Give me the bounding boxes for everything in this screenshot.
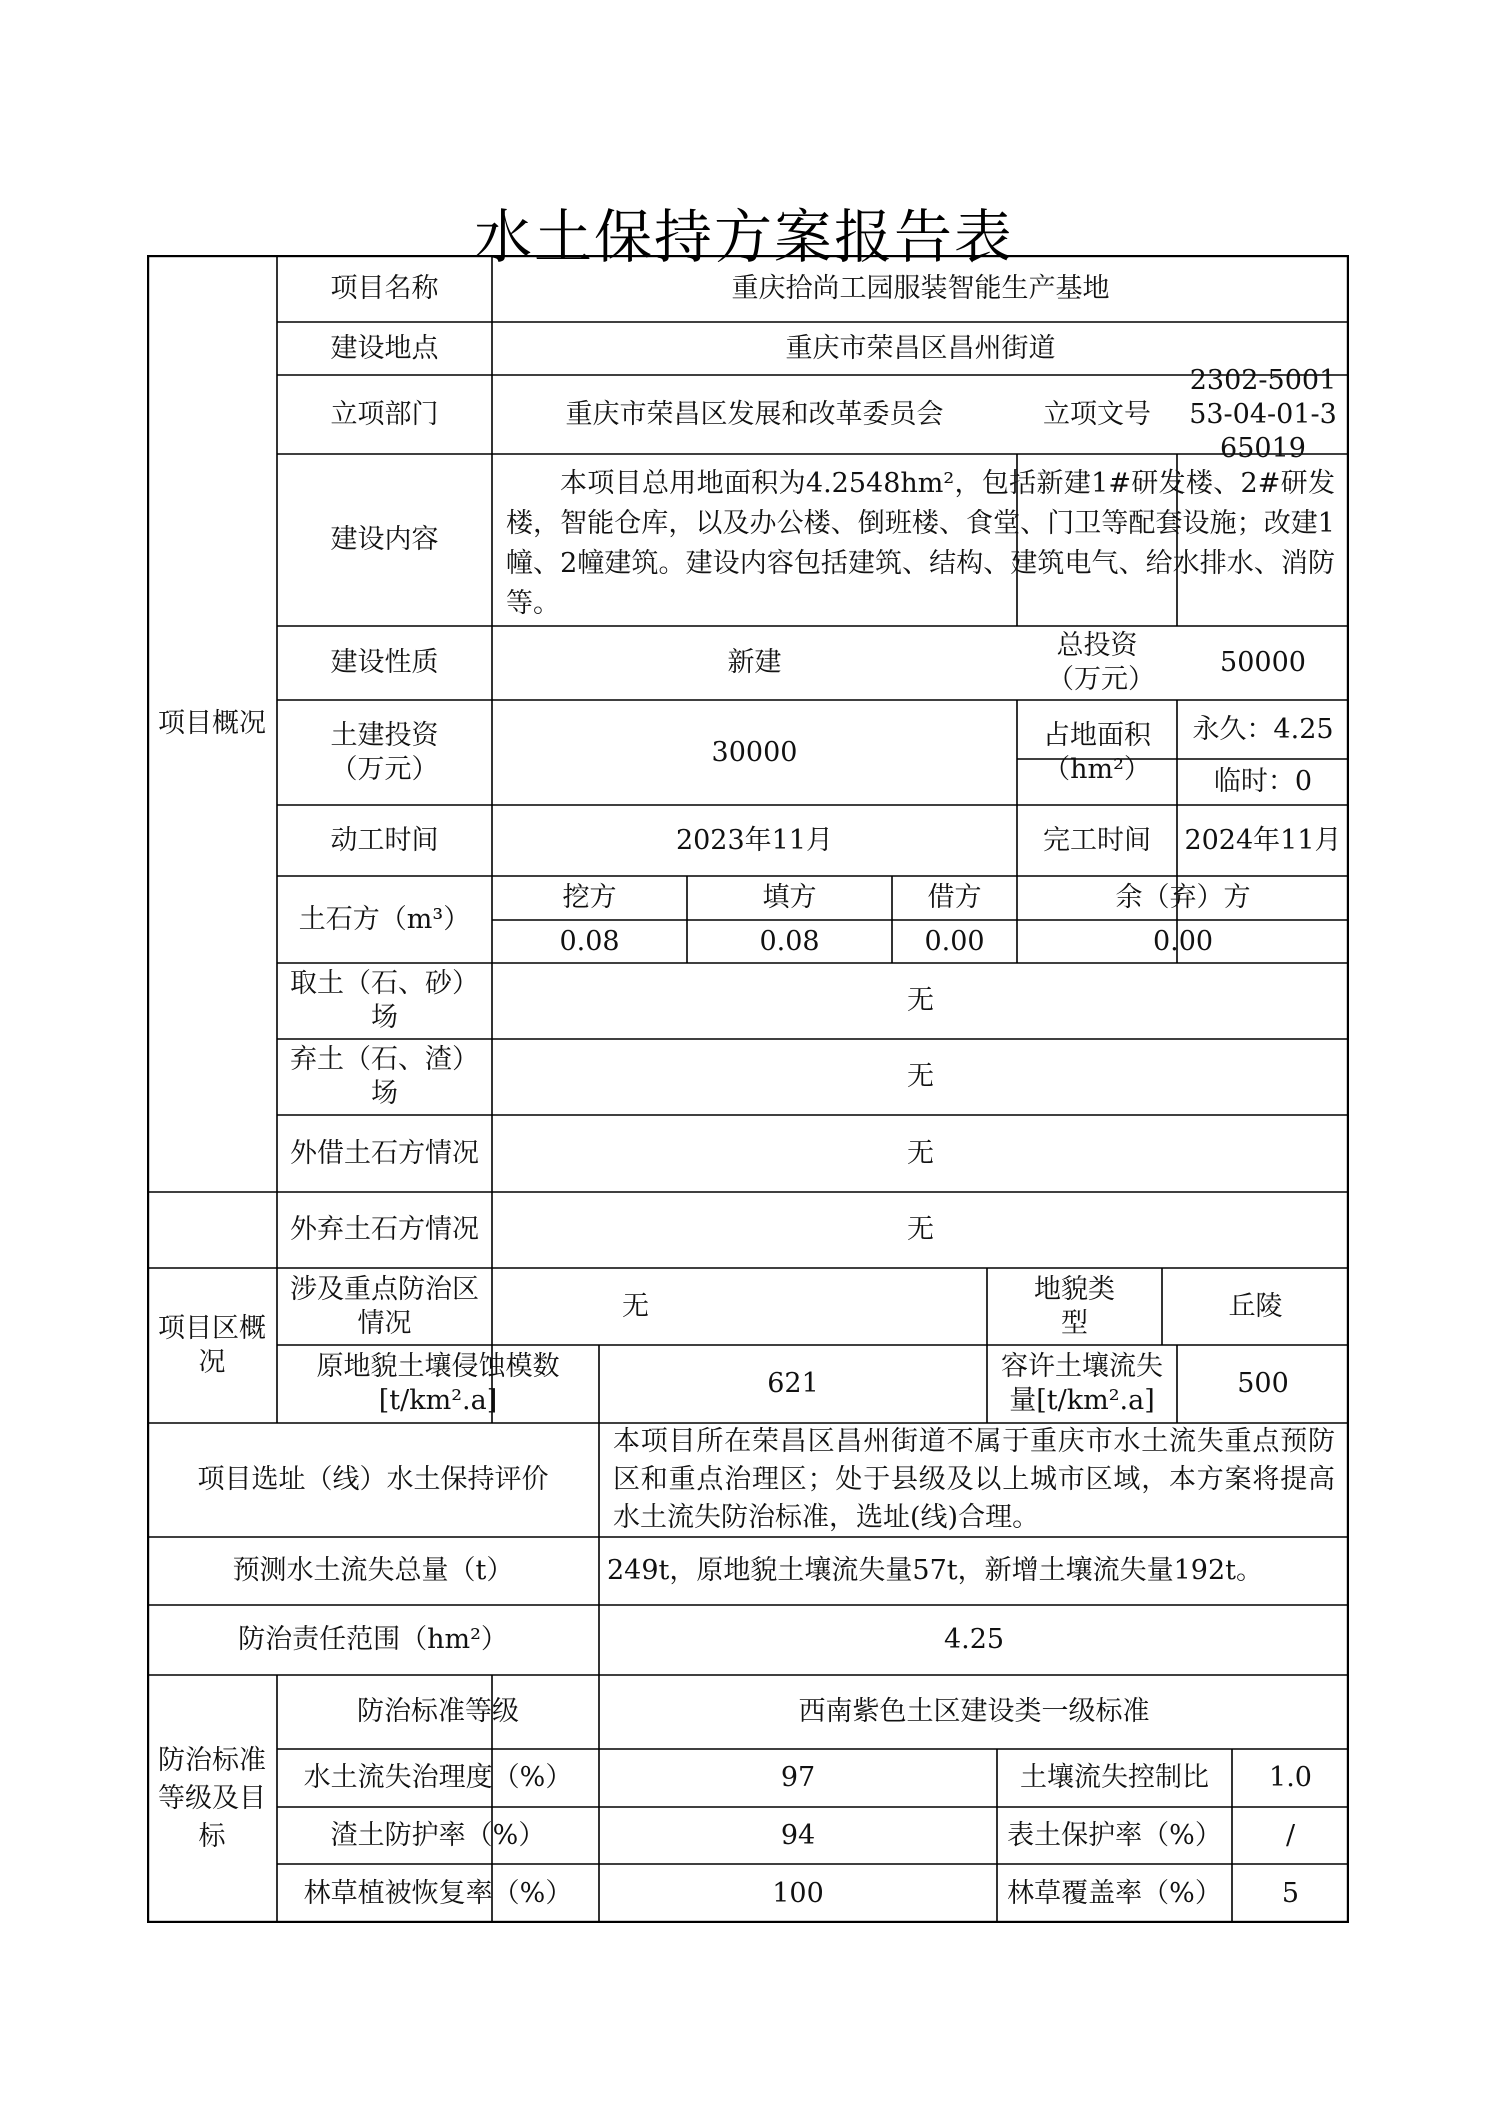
land-area-temporary: 临时：0: [1213, 766, 1313, 797]
landform-value: 丘陵: [1228, 1290, 1283, 1322]
nature-value: 新建: [727, 647, 782, 678]
external-borrow-label: 外借土石方情况: [290, 1137, 479, 1169]
earthwork-value-cut: 0.08: [559, 925, 620, 957]
target-value: 5: [1281, 1877, 1300, 1909]
approval-dept-value: 重庆市荣昌区发展和改革委员会: [565, 398, 944, 430]
total-investment-value: 50000: [1220, 647, 1306, 678]
target-value: 1.0: [1269, 1762, 1312, 1793]
earthwork-header-borrow: 借方: [927, 882, 982, 913]
key-zone-label: 涉及重点防治区情况: [290, 1273, 479, 1339]
content-label: 建设内容: [330, 524, 439, 555]
external-borrow-value: 无: [907, 1137, 934, 1169]
allowable-loss-label: 容许土壤流失量[t/km².a]: [1001, 1351, 1163, 1416]
land-area-permanent: 永久：4.25: [1192, 713, 1334, 745]
approval-no-label: 立项文号: [1043, 398, 1151, 430]
earthwork-label: 土石方（m³）: [298, 903, 471, 935]
key-zone-value: 无: [622, 1290, 649, 1322]
borrow-site-label: 取土（石、砂）场: [290, 968, 479, 1033]
target-value: 94: [780, 1819, 816, 1851]
approval-no-value: 2302-500153-04-01-365019: [1189, 364, 1337, 464]
responsibility-value: 4.25: [943, 1624, 1005, 1655]
target-value: 100: [772, 1877, 824, 1909]
spoil-site-value: 无: [907, 1061, 934, 1092]
earthwork-header-fill: 填方: [762, 882, 817, 913]
borrow-site-value: 无: [907, 985, 934, 1016]
nature-label: 建设性质: [330, 647, 439, 678]
end-time-value: 2024年11月: [1184, 824, 1342, 856]
start-time-label: 动工时间: [330, 824, 439, 856]
section-project-overview: 项目概况: [158, 707, 266, 739]
section-project-area: 项目区概况: [158, 1312, 266, 1378]
predicted-loss-value: 249t，原地貌土壤流失量57t，新增土壤流失量192t。: [607, 1555, 1263, 1586]
location-value: 重庆市荣昌区昌州街道: [785, 332, 1056, 364]
target-label: 水土流失治理度（%）: [303, 1762, 573, 1793]
target-label: 土壤流失控制比: [1020, 1762, 1209, 1793]
external-spoil-value: 无: [907, 1214, 934, 1245]
earthwork-value-surplus: 0.00: [1152, 925, 1214, 957]
land-area-label: 占地面积（hm²）: [1043, 719, 1151, 785]
external-spoil-label: 外弃土石方情况: [290, 1214, 479, 1245]
target-label: 表土保护率（%）: [1007, 1819, 1222, 1851]
allowable-loss-value: 500: [1237, 1368, 1289, 1399]
earthwork-value-borrow: 0.00: [924, 925, 985, 957]
civil-investment-value: 30000: [711, 736, 798, 768]
report-table: [147, 255, 1349, 1923]
target-value: 97: [780, 1762, 816, 1793]
earthwork-header-cut: 挖方: [562, 882, 617, 913]
landform-label: 地貌类型: [1034, 1273, 1115, 1339]
target-value: /: [1285, 1819, 1296, 1851]
site-eval-label: 项目选址（线）水土保持评价: [197, 1464, 549, 1495]
erosion-modulus-value: 621: [767, 1368, 819, 1399]
civil-investment-label: 土建投资（万元）: [330, 719, 439, 785]
earthwork-header-surplus: 余（弃）方: [1115, 882, 1251, 913]
spoil-site-label: 弃土（石、渣）场: [290, 1044, 479, 1109]
project-name-value: 重庆拾尚工园服装智能生产基地: [731, 272, 1110, 304]
grade-label: 防治标准等级: [357, 1696, 519, 1727]
project-name-label: 项目名称: [330, 272, 439, 304]
predicted-loss-label: 预测水土流失总量（t）: [232, 1555, 514, 1586]
site-eval-text: 本项目所在荣昌区昌州街道不属于重庆市水土流失重点预防区和重点治理区；处于县级及以上城市区域，本方案将提高水土流失防治标准，选址(线)合理。: [613, 1426, 1335, 1533]
target-label: 林草覆盖率（%）: [1007, 1877, 1222, 1909]
responsibility-label: 防治责任范围（hm²）: [238, 1624, 508, 1655]
content-text: 本项目总用地面积为4.2548hm²，包括新建1#研发楼、2#研发楼，智能仓库，以及办公楼、倒班楼、食堂、门卫等配套设施；改建1幢、2幢建筑。建设内容包括建筑、结构、建筑电气、给水排水、消防等。: [506, 468, 1335, 619]
earthwork-value-fill: 0.08: [759, 925, 820, 957]
start-time-value: 2023年11月: [675, 824, 834, 856]
section-standards: 防治标准等级及目标: [158, 1745, 266, 1852]
location-label: 建设地点: [330, 332, 439, 364]
approval-dept-label: 立项部门: [330, 398, 439, 430]
grade-value: 西南紫色土区建设类一级标准: [798, 1696, 1150, 1727]
target-label: 林草植被恢复率（%）: [303, 1877, 573, 1909]
page-title: 水土保持方案报告表: [473, 203, 1014, 271]
target-label: 渣土防护率（%）: [330, 1819, 546, 1851]
total-investment-label: 总投资（万元）: [1047, 630, 1155, 695]
erosion-modulus-label: 原地貌土壤侵蚀模数[t/km².a]: [316, 1351, 560, 1416]
end-time-label: 完工时间: [1043, 824, 1151, 856]
